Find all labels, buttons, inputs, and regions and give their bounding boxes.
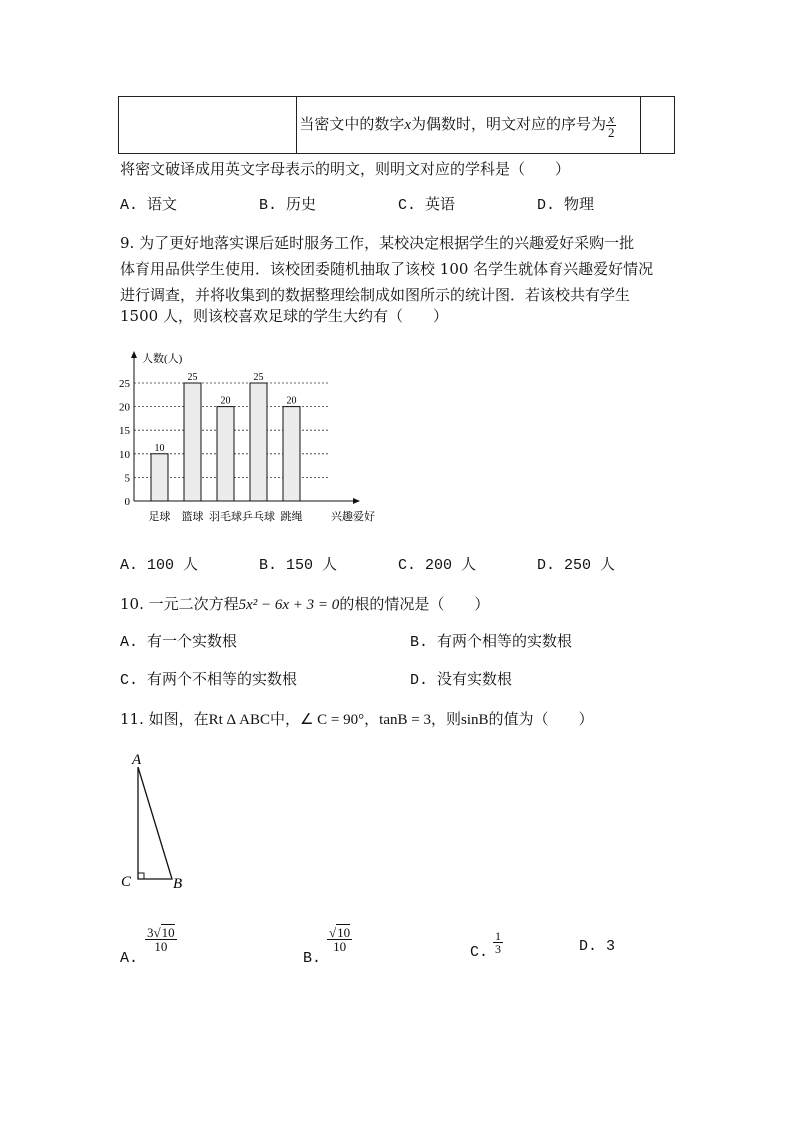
q11-option-c-numerator: 1 [495, 929, 501, 943]
q11-option-a-label: A. [120, 950, 139, 967]
q9-line-4: 1500 人，则该校喜欢足球的学生大约有（ ） [120, 307, 448, 325]
q11-triangle: Rt Δ ABC [208, 712, 270, 728]
x-axis-arrow-icon [353, 498, 360, 504]
q11-option-d [579, 937, 615, 957]
y-tick-label: 10 [119, 448, 130, 461]
q9-option-b: B. 150 人 [259, 557, 338, 574]
q10-suffix: 的根的情况是（ ） [339, 595, 490, 613]
bar-value-label: 20 [220, 395, 231, 407]
q9-line-2: 体育用品供学生使用．该校团委随机抽取了该校 100 名学生就体育兴趣爱好情况 [120, 260, 654, 278]
y-axis-arrow-icon [131, 351, 137, 358]
a-coef: 3 [147, 925, 154, 940]
q11-option-d-value: 3 [606, 938, 616, 955]
bar-value-label: 10 [154, 442, 165, 454]
q11-suffix: 的值为（ ） [488, 710, 594, 728]
q11-option-b-fraction [327, 926, 352, 953]
y-tick-label: 15 [119, 425, 130, 438]
q8-option-a: A. 语文 [120, 197, 178, 214]
bar-value-label: 25 [253, 372, 264, 383]
q11-option-a-fraction [145, 926, 177, 953]
x-axis-label: 兴趣爱好 [331, 511, 375, 523]
table-cell-empty-right [641, 97, 675, 154]
q11-option-c-label: C. [470, 944, 489, 961]
q11-option-a-value [145, 926, 177, 953]
bar [184, 383, 201, 501]
q11-comma: ， [364, 710, 380, 728]
frac-num: x [608, 110, 615, 126]
q10-option-b: B. 有两个相等的实数根 [410, 634, 573, 651]
q11-option-d-label: D. [579, 938, 598, 955]
q10-option-c: C. 有两个不相等的实数根 [120, 672, 298, 689]
q11-tan: tanB = 3 [379, 712, 431, 728]
chart-x-ticks [149, 509, 303, 523]
table-cell-empty [119, 97, 297, 154]
y-tick-label: 0 [124, 496, 130, 508]
triangle-figure [112, 745, 202, 895]
right-angle-mark-icon [138, 873, 144, 879]
y-tick-label: 5 [124, 472, 130, 485]
triangle-abc [138, 767, 172, 879]
q11-option-b-label: B. [303, 950, 322, 967]
x-tick-label: 篮球 [181, 511, 204, 523]
chart-y-ticks [119, 378, 131, 508]
b-rad: 10 [337, 925, 351, 940]
q8-option-b: B. 历史 [259, 197, 317, 214]
bar [217, 407, 234, 501]
bar [283, 407, 300, 501]
q10-equation: 5x² − 6x + 3 = 0 [238, 597, 340, 613]
rule-fraction [606, 112, 617, 139]
table-row [119, 97, 675, 154]
x-tick-label: 足球 [148, 511, 171, 523]
cipher-table [118, 96, 675, 154]
frac-den: 2 [608, 124, 615, 140]
q9-option-a: A. 100 人 [120, 557, 199, 574]
table-cell-rule [297, 97, 641, 154]
a-rad: 10 [161, 925, 175, 940]
vertex-a-label: A [132, 752, 142, 768]
q11-option-b-value [327, 926, 352, 953]
q11-option-a-denominator: 10 [154, 939, 168, 954]
q11-option-b-denominator: 10 [333, 939, 347, 954]
vertex-b-label: B [173, 876, 183, 892]
q11-option-c-value [493, 930, 503, 955]
q8-option-d: D. 物理 [537, 197, 595, 214]
rule-text-after: 为偶数时，明文对应的序号为 [411, 114, 607, 133]
q9-line-3: 进行调查，并将收集到的数据整理绘制成如图所示的统计图．若该校共有学生 [120, 286, 631, 304]
bar [151, 454, 168, 501]
q10-prefix: 10. 一元二次方程 [120, 595, 239, 613]
q11-option-a-numerator: 3√10 [147, 925, 175, 940]
q9-line-1: 9. 为了更好地落实课后延时服务工作，某校决定根据学生的兴趣爱好采购一批 [120, 234, 635, 252]
y-axis-label: 人数(人) [142, 353, 183, 365]
q11-mid2: ，则 [430, 710, 461, 728]
q10-stem [120, 594, 489, 615]
x-tick-label: 乒乓球 [242, 511, 275, 523]
q11-option-c-fraction [493, 930, 503, 955]
q8-stem: 将密文破译成用英文字母表示的明文，则明文对应的学科是（ ） [120, 160, 571, 178]
bar [250, 383, 267, 501]
rule-text-before: 当密文中的数字 [299, 114, 405, 133]
q10-option-d: D. 没有实数根 [410, 672, 513, 689]
x-tick-label: 羽毛球 [209, 511, 242, 523]
q11-prefix: 11. 如图，在 [120, 710, 209, 728]
y-tick-label: 20 [119, 401, 130, 414]
q11-mid1: 中， [269, 710, 300, 728]
bar-chart [110, 345, 390, 530]
rule-var: x [404, 116, 411, 133]
q11-option-b-numerator: √10 [329, 925, 351, 940]
bar-value-label: 25 [187, 372, 198, 383]
y-tick-label: 25 [119, 378, 130, 390]
q9-option-d: D. 250 人 [537, 557, 616, 574]
q10-option-a: A. 有一个实数根 [120, 634, 238, 651]
q11-option-c-denominator: 3 [495, 942, 501, 956]
q9-option-c: C. 200 人 [398, 557, 477, 574]
q11-stem [120, 709, 594, 730]
q11-sin: sinB [460, 712, 489, 728]
vertex-c-label: C [121, 874, 132, 890]
q8-option-c: C. 英语 [398, 197, 456, 214]
x-tick-label: 跳绳 [280, 511, 303, 523]
bar-value-label: 20 [286, 395, 297, 407]
q11-angle: ∠ C = 90° [299, 712, 365, 728]
